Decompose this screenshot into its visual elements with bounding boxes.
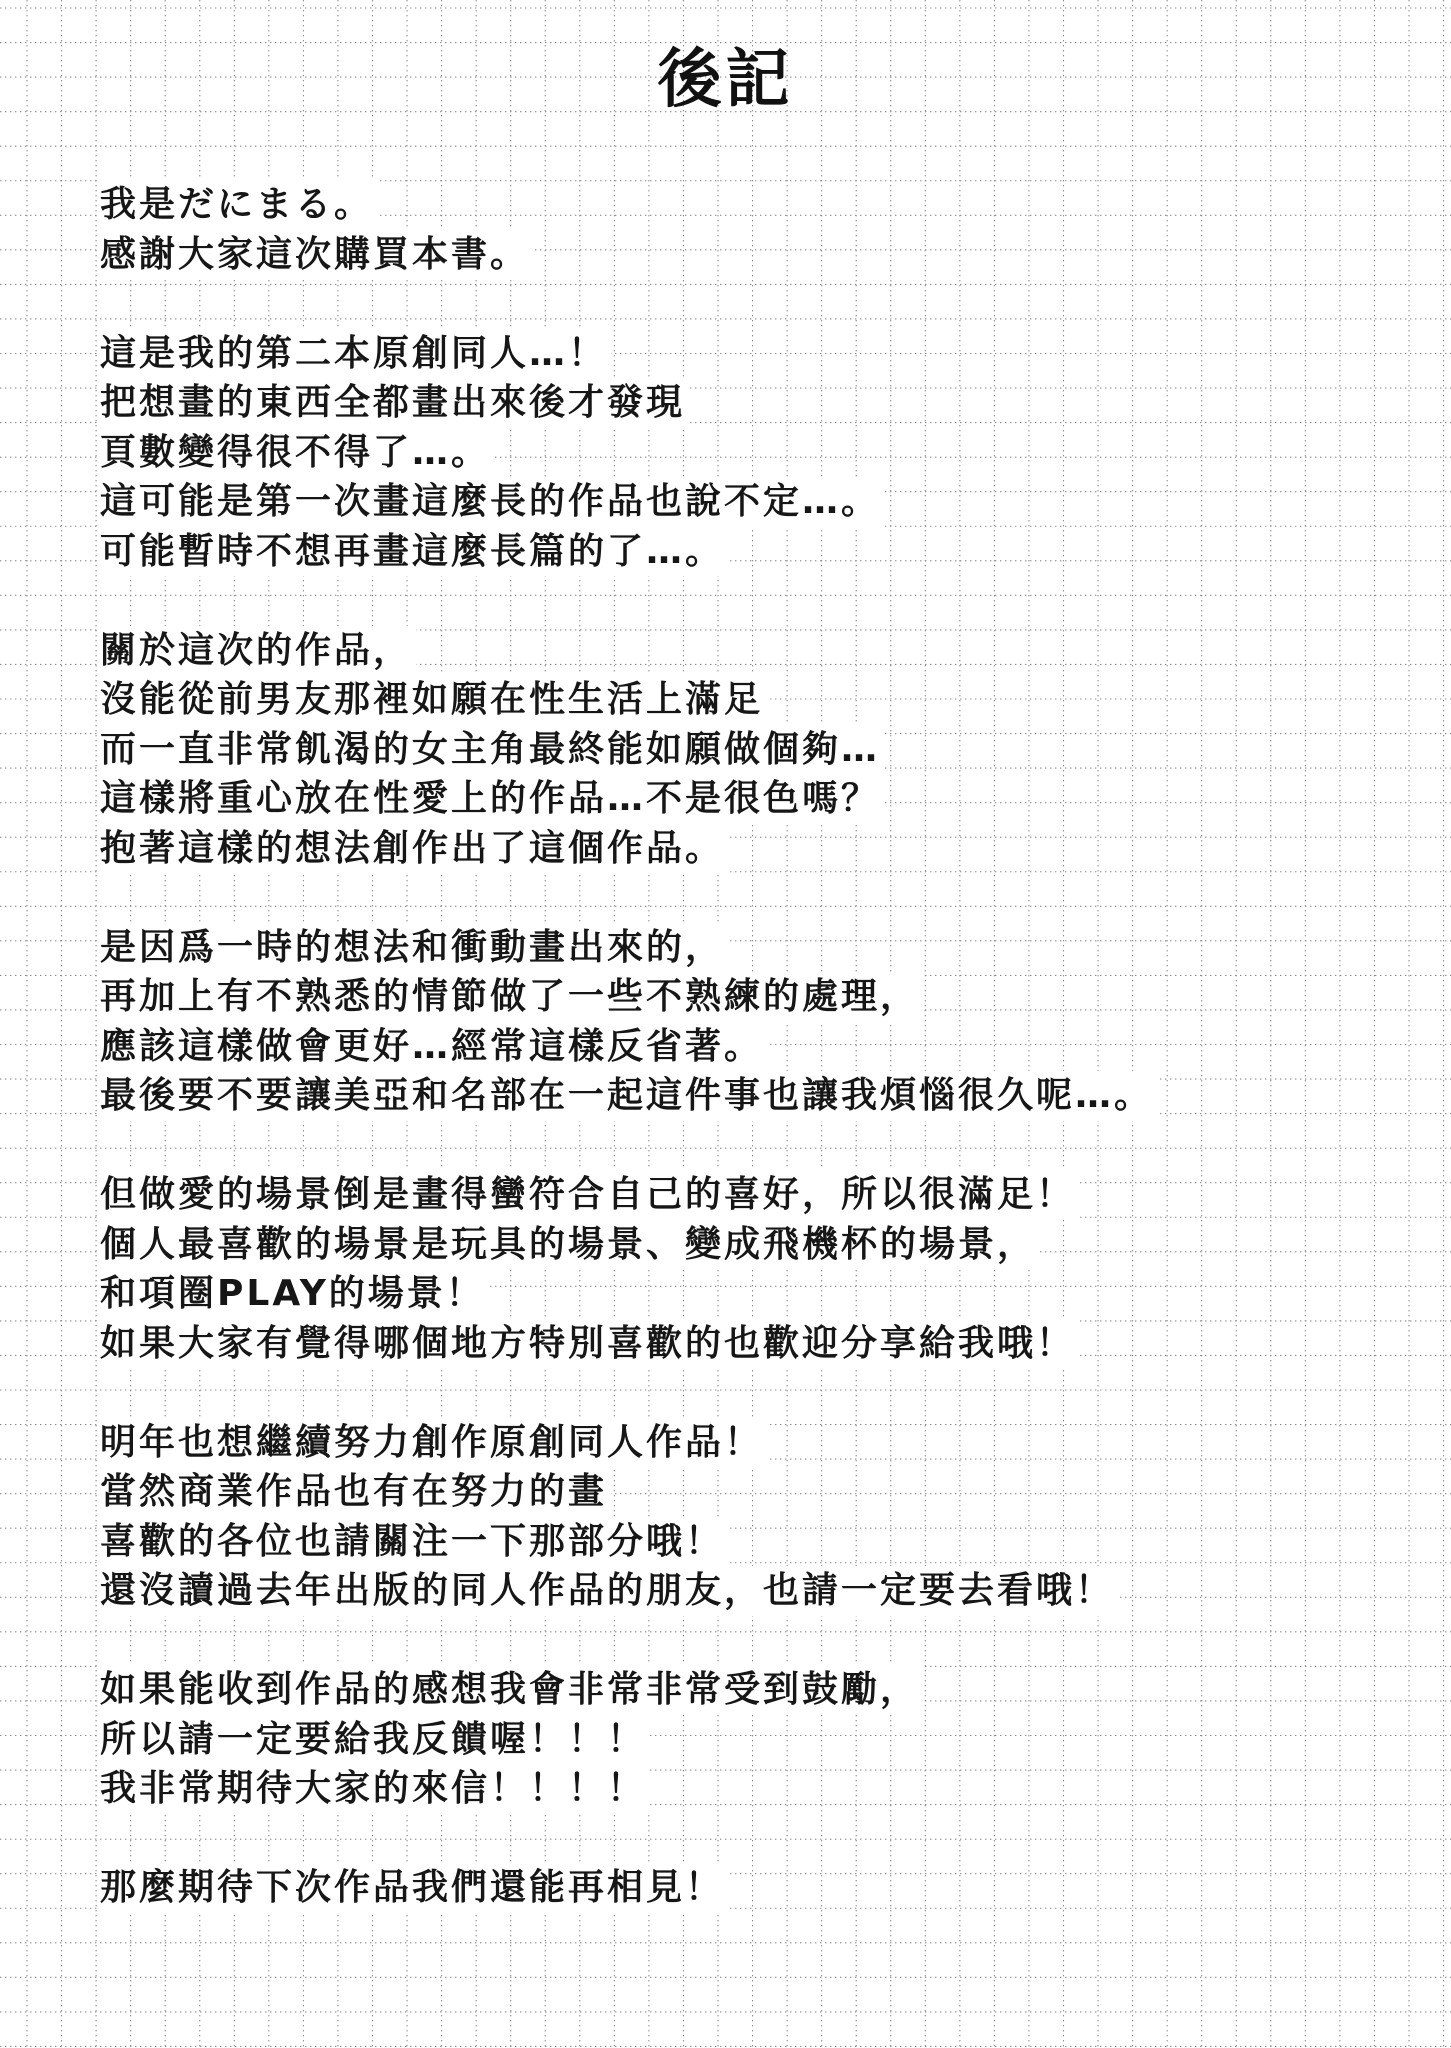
text-line: 我是だにまる。 [100,180,377,230]
text-line: 沒能從前男友那裡如願在性生活上滿足 [100,675,767,725]
text-line: 還沒讀過去年出版的同人作品的朋友，也請一定要去看哦！ [100,1566,1118,1616]
text-line: 感謝大家這次購買本書。 [100,230,533,280]
text-line: 抱著這樣的想法創作出了這個作品。 [100,824,728,874]
paragraph-spacer [100,576,1400,626]
text-line: 關於這次的作品， [100,626,416,676]
text-line: 喜歡的各位也請關注一下那部分哦！ [100,1517,728,1567]
text-line: 那麼期待下次作品我們還能再相見！ [100,1863,728,1913]
text-line: 但做愛的場景倒是畫得蠻符合自己的喜好，所以很滿足！ [100,1170,1079,1220]
paragraph-spacer [100,279,1400,329]
paragraph-spacer [100,873,1400,923]
paragraph-spacer [100,1368,1400,1418]
text-line: 是因爲一時的想法和衝動畫出來的， [100,923,728,973]
text-line: 再加上有不熟悉的情節做了一些不熟練的處理， [100,972,923,1022]
afterword-body [100,180,1400,1913]
page-title: 後記 [657,43,794,117]
text-line: 所以請一定要給我反饋喔！！！ [100,1715,650,1765]
text-line: 把想畫的東西全都畫出來後才發現 [100,378,689,428]
text-line: 這樣將重心放在性愛上的作品…不是很色嗎？ [100,774,884,824]
text-line: 最後要不要讓美亞和名部在一起這件事也讓我煩惱很久呢…。 [100,1071,1157,1121]
text-line: 這可能是第一次畫這麼長的作品也說不定…。 [100,477,884,527]
text-line: 這是我的第二本原創同人…！ [100,329,611,379]
text-line: 如果能收到作品的感想我會非常非常受到鼓勵， [100,1665,923,1715]
text-line: 我非常期待大家的來信！！！！ [100,1764,650,1814]
text-line: 應該這樣做會更好…經常這樣反省著。 [100,1022,767,1072]
paragraph-spacer [100,1616,1400,1666]
text-line: 個人最喜歡的場景是玩具的場景、變成飛機杯的場景， [100,1220,1040,1270]
text-line: 而一直非常飢渴的女主角最終能如願做個夠… [100,725,884,775]
paragraph-spacer [100,1814,1400,1864]
text-line: 可能暫時不想再畫這麼長篇的了…。 [100,527,728,577]
text-line: 如果大家有覺得哪個地方特別喜歡的也歡迎分享給我哦！ [100,1319,1079,1369]
text-line: 明年也想繼續努力創作原創同人作品！ [100,1418,767,1468]
text-line: 當然商業作品也有在努力的畫 [100,1467,611,1517]
text-line: 和項圈PLAY的場景！ [100,1269,489,1319]
text-line: 頁數變得很不得了…。 [100,428,494,478]
paragraph-spacer [100,1121,1400,1171]
